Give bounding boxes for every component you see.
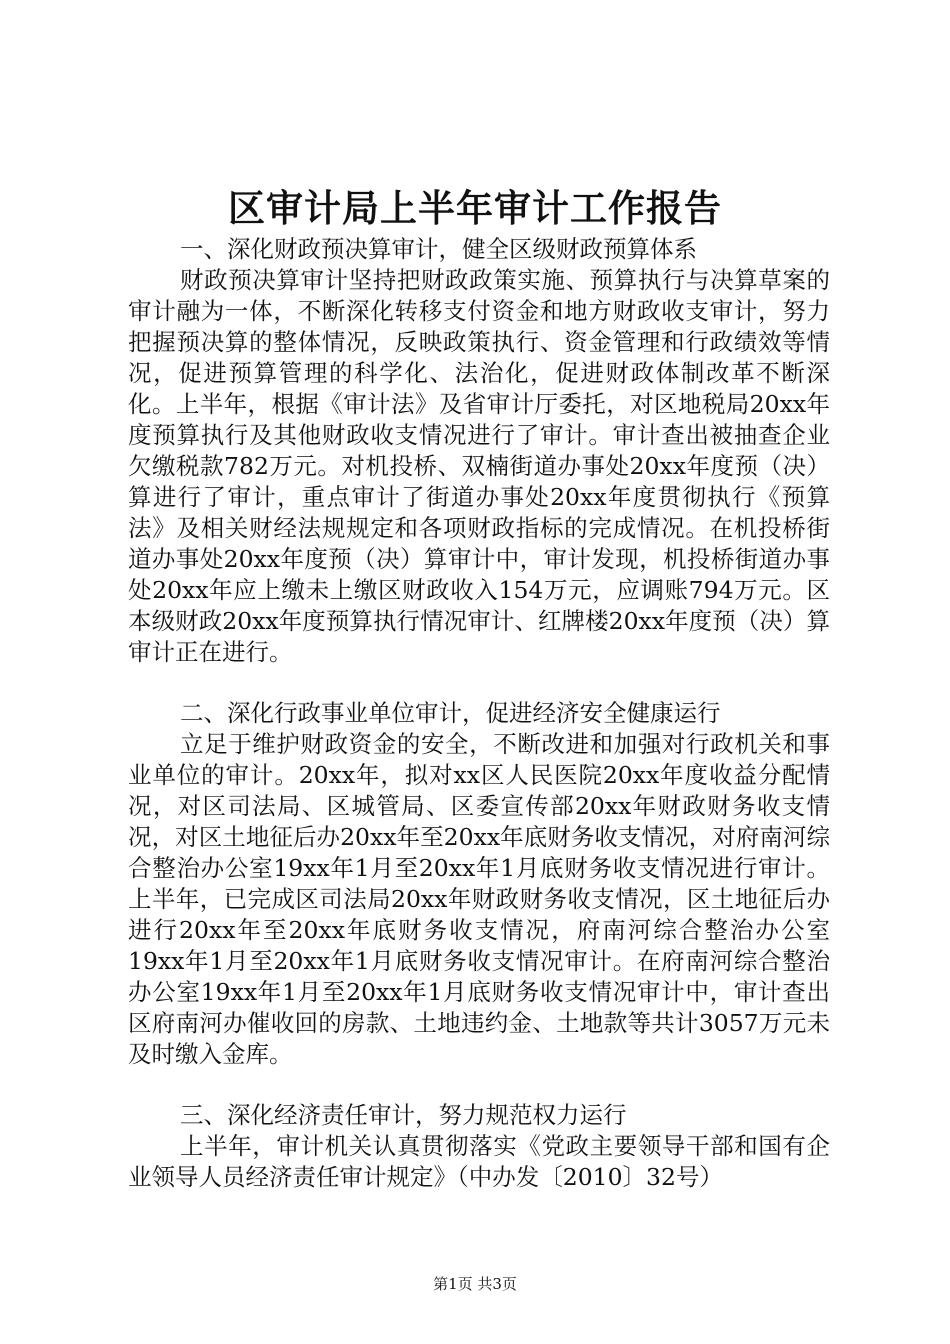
section-3-paragraph: 上半年，审计机关认真贯彻落实《党政主要领导干部和国有企业领导人员经济责任审计规定》（中办发〔2010〕32号） <box>128 1132 830 1191</box>
section-1-heading: 一、深化财政预决算审计，健全区级财政预算体系 <box>180 235 697 263</box>
document-title: 区审计局上半年审计工作报告 <box>228 186 722 230</box>
document-body <box>128 234 830 1193</box>
section-2-paragraph: 立足于维护财政资金的安全，不断改进和加强对行政机关和事业单位的审计。20xx年，拟对xx区人民医院20xx年度收益分配情况，对区司法局、区城管局、区委宣传部20xx年财政财务收支情况，对区土地征后办20xx年至20xx年底财务收支情况，对府南河综合整治办公室19xx年1月至20xx年1月底财务收支情况进行审计。上半年，已完成区司法局20xx年财政财务收支情况，区土地征后办进行20xx年至20xx年底财务收支情况，府南河综合整治办公室19xx年1月至20xx年1月底财务收支情况审计。在府南河综合整治办公室19xx年1月至20xx年1月底财务收支情况审计中，审计查出区府南河办催收回的房款、土地违约金、土地款等共计3057万元未及时缴入金库。 <box>128 730 830 1068</box>
page-footer: 第1页 共3页 <box>433 1275 517 1293</box>
section-2-heading: 二、深化行政事业单位审计，促进经济安全健康运行 <box>180 699 721 727</box>
section-1-paragraph: 财政预决算审计坚持把财政政策实施、预算执行与决算草案的审计融为一体，不断深化转移支付资金和地方财政收支审计，努力把握预决算的整体情况，反映政策执行、资金管理和行政绩效等情况，促进预算管理的科学化、法治化，促进财政体制改革不断深化。上半年，根据《审计法》及省审计厅委托，对区地税局20xx年度预算执行及其他财政收支情况进行了审计。审计查出被抽查企业欠缴税款782万元。对机投桥、双楠街道办事处20xx年度预（决）算进行了审计，重点审计了街道办事处20xx年度贯彻执行《预算法》及相关财经法规规定和各项财政指标的完成情况。在机投桥街道办事处20xx年度预（决）算审计中，审计发现，机投桥街道办事处20xx年应上缴未上缴区财政收入154万元，应调账794万元。区本级财政20xx年度预算执行情况审计、红牌楼20xx年度预（决）算审计正在进行。 <box>128 266 830 666</box>
section-gap <box>128 668 830 698</box>
section-3-heading: 三、深化经济责任审计，努力规范权力运行 <box>180 1101 627 1129</box>
section-gap <box>128 1070 830 1100</box>
